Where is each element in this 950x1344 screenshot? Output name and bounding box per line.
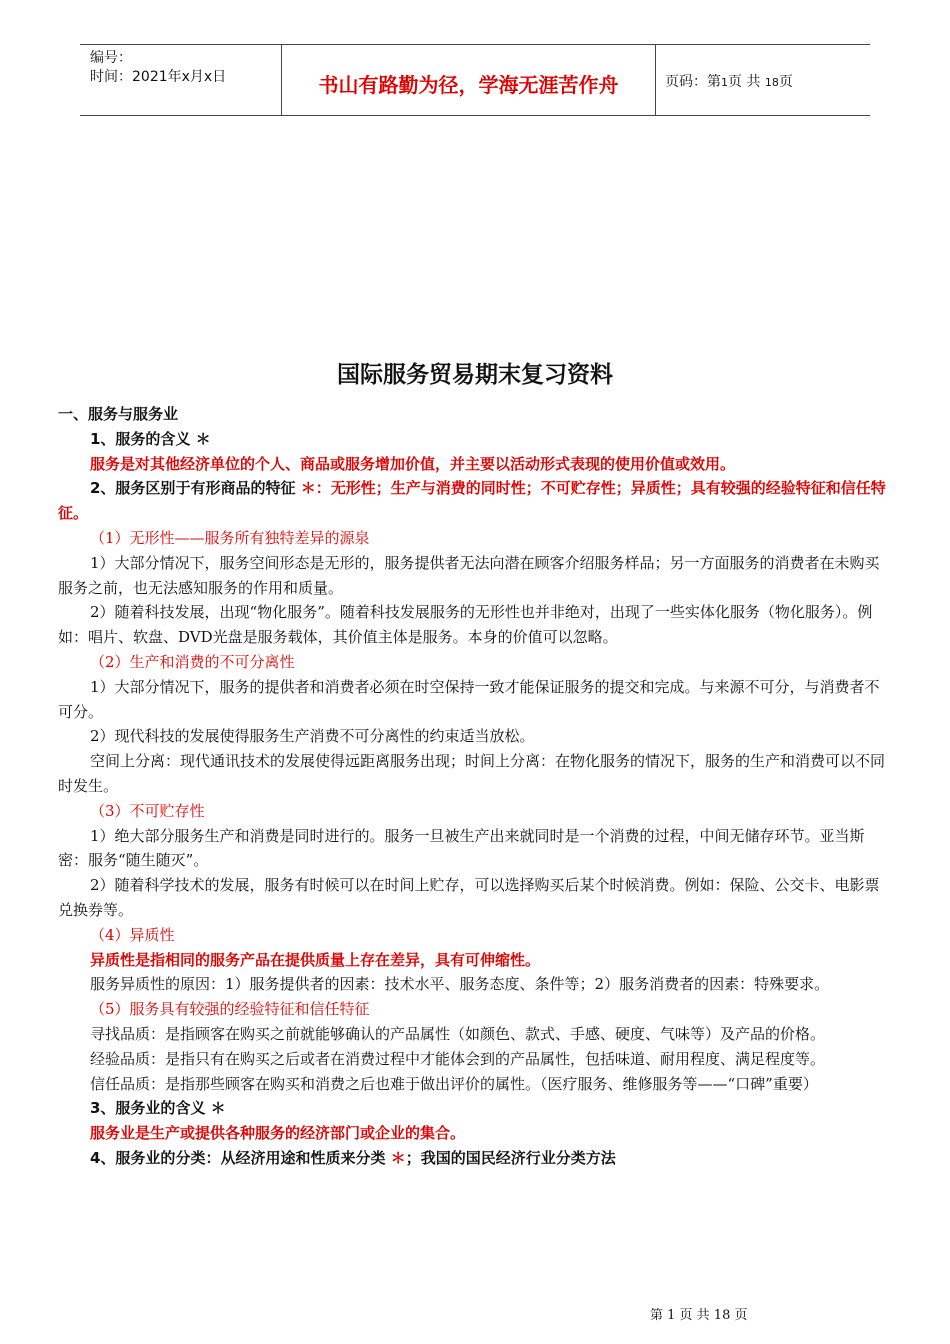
subsection-title: 2、服务区别于有形商品的特征: [90, 479, 296, 498]
subsection-heading: 3、服务业的含义 ＊: [90, 1099, 226, 1118]
definition: 服务是对其他经济单位的个人、商品或服务增加价值，并主要以活动形式表现的使用价值或效用。: [90, 454, 736, 473]
feature-list: ＊：无形性；生产与消费的同时性；不可贮存性；异质性；具有较强的经验特征和信任特征。: [58, 479, 886, 523]
document-body: [58, 402, 892, 1171]
feature-heading: （5）服务具有较强的经验特征和信任特征: [90, 1000, 370, 1019]
header-page-info: [665, 71, 793, 91]
header-divider: [655, 45, 656, 115]
number-label: 编号：: [90, 50, 132, 66]
paragraph: 空间上分离：现代通讯技术的发展使得远距离服务出现；时间上分离：在物化服务的情况下，服务的生产和消费可以不同时发生。: [58, 752, 886, 795]
definition: 异质性是指相同的服务产品在提供质量上存在差异，具有可伸缩性。: [90, 950, 541, 969]
paragraph: 信任品质：是指那些顾客在购买和消费之后也难于做出评价的属性。（医疗服务、维修服务等——“口碑”重要）: [90, 1074, 818, 1093]
page-total: 18: [764, 76, 779, 89]
section-heading: 一、服务与服务业: [58, 405, 179, 423]
page-header: [80, 44, 870, 116]
feature-heading: （1）无形性——服务所有独特差异的源泉: [90, 528, 370, 547]
page-mid: 页 共: [728, 74, 761, 90]
paragraph: 服务异质性的原因：1）服务提供者的因素：技术水平、服务态度、条件等；2）服务消费者的因素：特殊要求。: [90, 975, 830, 994]
subsection-heading: 1、服务的含义 ＊: [90, 429, 211, 448]
paragraph: 1）绝大部分服务生产和消费是同时进行的。服务一旦被生产出来就同时是一个消费的过程，中间无储存环节。亚当斯密：服务“随生随灭”。: [58, 826, 865, 870]
feature-heading: （4）异质性: [90, 925, 175, 944]
subsection-title: 4、服务业的分类：从经济用途和性质来分类: [90, 1148, 391, 1167]
paragraph: 经验品质：是指只有在购买之后或者在消费过程中才能体会到的产品属性，包括味道、耐用程度、满足程度等。: [90, 1049, 826, 1068]
subsection-heading: [58, 476, 892, 526]
paragraph: 2）现代科技的发展使得服务生产消费不可分离性的约束适当放松。: [90, 727, 535, 746]
header-motto: 书山有路勤为径，学海无涯苦作舟: [318, 73, 619, 97]
header-meta: [90, 49, 226, 87]
paragraph: 1）大部分情况下，服务的提供者和消费者必须在时空保持一致才能保证服务的提交和完成。与来源不可分，与消费者不可分。: [58, 677, 880, 721]
feature-heading: （3）不可贮存性: [90, 801, 205, 820]
document-title: 国际服务贸易期末复习资料: [337, 362, 613, 388]
definition: 服务业是生产或提供各种服务的经济部门或企业的集合。: [90, 1124, 466, 1143]
paragraph: 2）随着科技发展，出现“物化服务”。随着科技发展服务的无形性也并非绝对，出现了一些实体化服务（物化服务）。例如：唱片、软盘、DVD光盘是服务载体，其价值主体是服务。本身的价值可以忽略。: [58, 603, 873, 647]
paragraph: 寻找品质：是指顾客在购买之前就能够确认的产品属性（如颜色、款式、手感、硬度、气味等）及产品的价格。: [90, 1024, 826, 1043]
paragraph: 2）随着科学技术的发展，服务有时候可以在时间上贮存，可以选择购买后某个时候消费。例如：保险、公交卡、电影票兑换券等。: [58, 876, 880, 919]
page-number: 1: [721, 76, 728, 89]
time-label: 时间：2021年x月x日: [90, 69, 227, 85]
feature-heading: （2）生产和消费的不可分离性: [90, 652, 295, 671]
subsection-title-tail: ；我国的国民经济行业分类方法: [405, 1148, 616, 1167]
page-prefix: 页码：第: [665, 74, 721, 90]
page-footer: 第 1 页 共 18 页: [650, 1308, 748, 1323]
page-suffix: 页: [778, 74, 793, 90]
paragraph: 1）大部分情况下，服务空间形态是无形的，服务提供者无法向潜在顾客介绍服务样品；另一方面服务的消费者在未购买服务之前，也无法感知服务的作用和质量。: [58, 553, 880, 597]
key-point-star: ＊: [390, 1148, 406, 1167]
subsection-heading: [58, 1146, 892, 1171]
